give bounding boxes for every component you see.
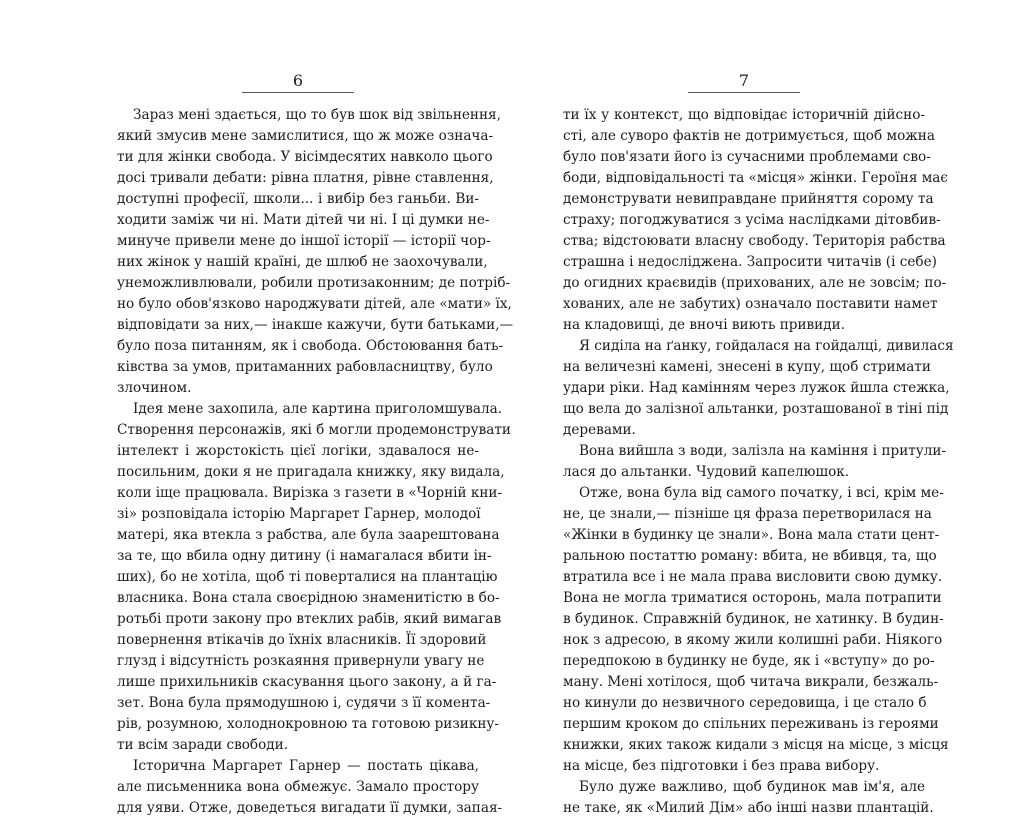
text-line: ти їх у контекст, що відповідає історичній дійсно- [563, 107, 925, 123]
text-line: «Жінки в будинку це знали». Вона мала стати цент- [563, 527, 940, 543]
text-line: Зараз мені здається, що то був шок від звільнення, [133, 107, 501, 123]
page-number-rule [688, 92, 800, 93]
left-page [117, 71, 514, 819]
text-line: Отже, вона була від самого початку, і всі, крім ме- [579, 485, 944, 501]
page-number: 6 [292, 71, 304, 90]
text-line: на кладовищі, де вночі виють привиди. [563, 317, 845, 333]
text-line: книжки, яких також кидали з місця на місце, з місця [563, 737, 949, 753]
text-line: Історична Маргарет Гарнер — постать цікава, [133, 758, 479, 774]
text-line: повернення втікачів до їхніх власників. Її здоровий [117, 632, 487, 648]
text-line: що вела до залізної альтанки, розташованої в тіні під [563, 401, 949, 417]
text-line: посильним, доки я не пригадала книжку, яку видала, [117, 464, 505, 480]
text-line: унеможливлювали, робили протизаконним; де потріб- [117, 275, 511, 291]
page-text [563, 105, 954, 819]
text-line: злочином. [117, 380, 192, 396]
text-line: доступні професії, школи... і вибір без ганьби. Ви- [117, 191, 479, 207]
page-text [117, 105, 514, 819]
text-line: удари ріки. Над камінням через лужок йшла стежка, [563, 380, 950, 396]
text-line: Я сиділа на ґанку, гойдалася на гойдалці, дивилася [579, 338, 954, 354]
text-line: ману. Мені хотілося, щоб читача викрали, безжаль- [563, 674, 939, 690]
text-line: власника. Вона стала своєрідною знаменитістю в бо- [117, 590, 500, 606]
right-page [563, 71, 954, 819]
text-line: минуче привели мене до іншої історії — історії чор- [117, 233, 491, 249]
text-line: но кинули до незвичного середовища, і це стало б [563, 695, 927, 711]
text-line: першим кроком до спільних переживань із героями [563, 716, 939, 732]
text-line: не, це знали,— пізніше ця фраза перетворилася на [563, 506, 932, 522]
text-line: страху; погоджуватися з усіма наслідками дітовбив- [563, 212, 941, 228]
text-line: Було дуже важливо, щоб будинок мав ім'я, але [579, 779, 925, 795]
text-line: передпокою в будинку не буде, як і «вступу» до ро- [563, 653, 935, 669]
text-line: в будинок. Справжній будинок, не хатинку. В будин- [563, 611, 944, 627]
text-line: нок з адресою, в якому жили колишні раби. Ніякого [563, 632, 943, 648]
text-line: сті, але суворо фактів не дотримується, щоб можна [563, 128, 935, 144]
text-line: лише прихильників скасування цього закону, а й га- [117, 674, 497, 690]
page-number: 7 [738, 71, 750, 90]
text-line: зі» розповідала історію Маргарет Гарнер, молодої [117, 506, 481, 522]
text-line: глузд і відсутність розкаяння привернули увагу не [117, 653, 485, 669]
text-line: досі тривали дебати: рівна платня, рівне ставлення, [117, 170, 494, 186]
text-line: ства; відстоювати власну свободу. Територія рабства [563, 233, 946, 249]
text-line: Ідея мене захопила, але картина приголомшувала. [133, 401, 503, 417]
text-line: них жінок у нашій країні, де шлюб не заохочували, [117, 254, 488, 270]
text-line: Вона вийшла з води, залізла на каміння і притули- [579, 443, 947, 459]
text-line: Вона не могла триматися осторонь, мала потрапити [563, 590, 942, 606]
text-line: матері, яка втекла з рабства, але була заарештована [117, 527, 500, 543]
text-line: ших), бо не хотіла, щоб ті поверталися на плантацію [117, 569, 498, 585]
page-number-rule [242, 92, 354, 93]
text-line: було пов'язати його із сучасними проблемами сво- [563, 149, 931, 165]
text-line: ротьбі проти закону про втеклих рабів, який вимагав [117, 611, 502, 627]
text-line: ти для жінки свобода. У вісімдесятих навколо цього [117, 149, 493, 165]
text-line: втратила все і не мала права висловити свою думку. [563, 569, 943, 585]
text-line: на величезні камені, знесені в купу, щоб стримати [563, 359, 931, 375]
text-line: який змусив мене замислитися, що ж може означа- [117, 128, 494, 144]
text-line: не таке, як «Милий Дім» або інші назви плантацій. [563, 800, 934, 816]
text-line: но було обов'язково народжувати дітей, але «мати» їх, [117, 296, 512, 312]
text-line: боди, відповідальності та «місця» жінки. Героїня має [563, 170, 949, 186]
text-line: на місце, без підготовки і без права вибору. [563, 758, 880, 774]
text-line: страшна і недосліджена. Запросити читачів (і себе) [563, 254, 937, 270]
text-line: ральною постаттю роману: вбита, не вбивця, та, що [563, 548, 937, 564]
text-line: зет. Вона була прямодушною і, судячи з її комента- [117, 695, 491, 711]
text-line: лася до альтанки. Чудовий капелюшок. [563, 464, 850, 480]
text-line: до огидних краєвидів (прихованих, але не зовсім; по- [563, 275, 947, 291]
text-line: було поза питанням, як і свобода. Обстоювання бать- [117, 338, 504, 354]
text-line: відповідати за них,— інакше кажучи, бути батьками,— [117, 317, 514, 333]
text-line: але письменника вона обмежує. Замало простору [117, 779, 479, 795]
text-line: ти всім заради свободи. [117, 737, 289, 753]
text-line: демонструвати невиправдане прийняття сорому та [563, 191, 934, 207]
text-line: деревами. [563, 422, 636, 438]
text-line: хованих, але не забутих) означало поставити намет [563, 296, 938, 312]
text-line: ходити заміж чи ні. Мати дітей чи ні. І ці думки не- [117, 212, 490, 228]
text-line: коли іще працювала. Вирізка з газети в «Чорній кни- [117, 485, 503, 501]
text-line: для уяви. Отже, доведеться вигадати її думки, запая- [117, 800, 503, 816]
text-line: ківства за умов, притаманних рабовласництву, було [117, 359, 493, 375]
text-line: інтелект і жорстокість цієї логіки, здавалося не- [117, 443, 479, 459]
text-line: рів, розумною, холоднокровною та готовою ризикну- [117, 716, 499, 732]
text-line: Створення персонажів, які б могли продемонструвати [117, 422, 511, 438]
text-line: за те, що вбила одну дитину (і намагалася вбити ін- [117, 548, 492, 564]
